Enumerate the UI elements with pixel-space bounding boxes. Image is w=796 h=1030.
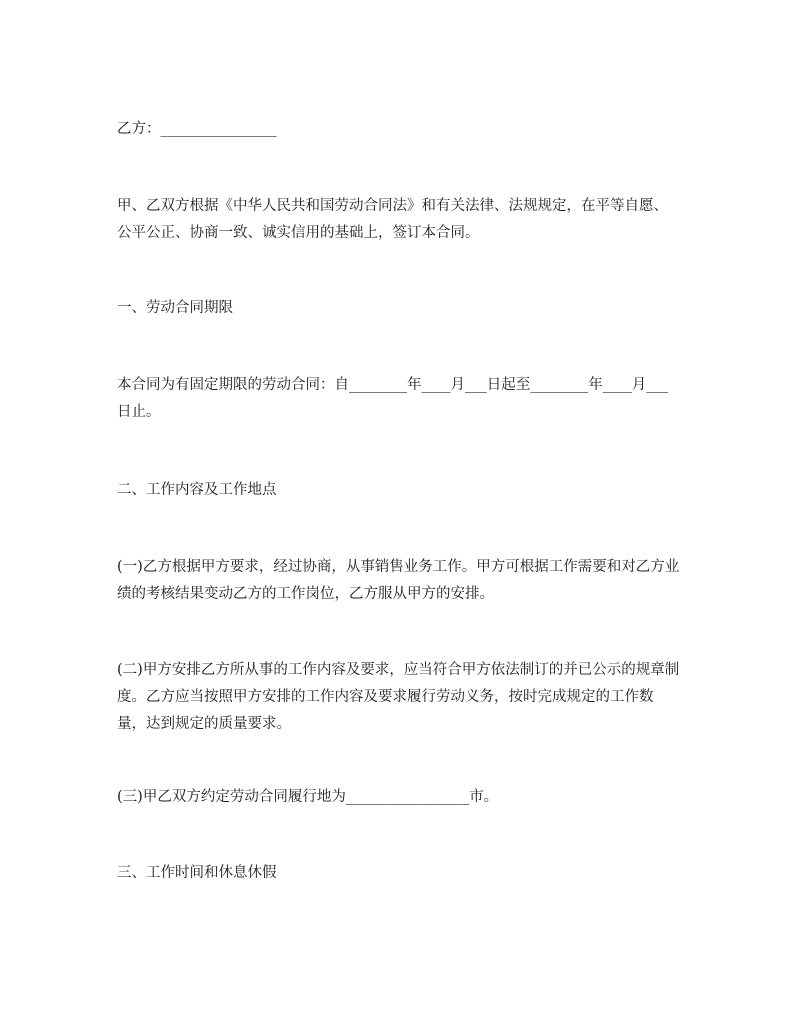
section-heading-work: 二、工作内容及工作地点: [117, 482, 277, 498]
section-heading-term: 一、劳动合同期限: [117, 300, 233, 316]
intro-paragraph: 甲、乙双方根据《中华人民共和国劳动合同法》和有关法律、法规规定，在平等自愿、公平公正、协商一致、诚实信用的基础上，签订本合同。: [117, 198, 668, 241]
work-item-1: (一)乙方根据甲方要求，经过协商，从事销售业务工作。甲方可根据工作需要和对乙方业绩的考核结果变动乙方的工作岗位，乙方服从甲方的安排。: [117, 559, 680, 602]
work-item-3: (三)甲乙双方约定劳动合同履行地为_________________市。: [117, 789, 499, 805]
work-item-2: (二)甲方安排乙方所从事的工作内容及要求，应当符合甲方依法制订的并已公示的规章制度。乙方应当按照甲方安排的工作内容及要求履行劳动义务，按时完成规定的工作数量，达到规定的质量要求。: [117, 662, 680, 732]
party-b-line: 乙方：________________: [117, 121, 277, 137]
contract-term-paragraph: 本合同为有固定期限的劳动合同：自________年____月___日起至________年____月___日止。: [117, 377, 668, 420]
section-heading-hours: 三、工作时间和休息休假: [117, 865, 277, 881]
